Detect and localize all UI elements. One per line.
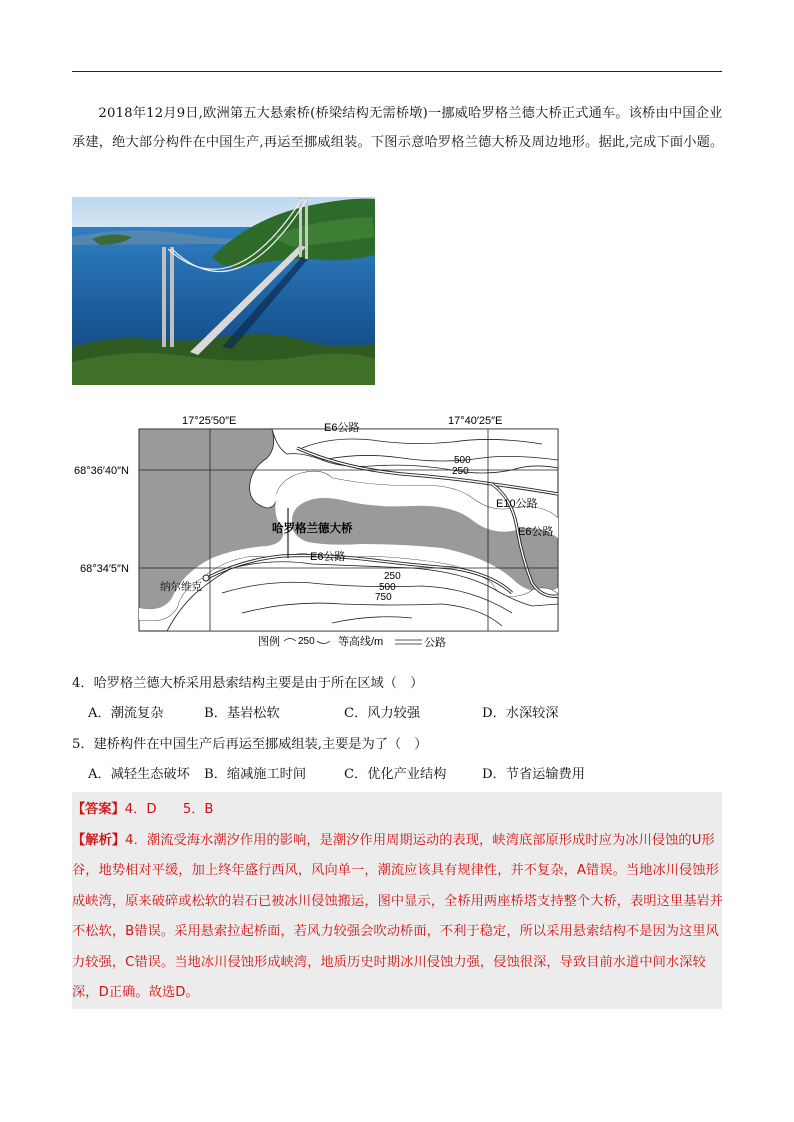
legend-contour-text: 等高线/m [338, 636, 384, 648]
explanation [72, 826, 724, 1008]
question-4-stem: 4．哈罗格兰德大桥采用悬索结构主要是由于所在区域（ ） [72, 676, 424, 691]
q4-option-a: A．潮流复杂 [88, 706, 164, 721]
q4-option-b: B．基岩松软 [204, 706, 280, 721]
answer-text: 4．D 5．B [124, 802, 214, 817]
lat-label-bottom: 68°34′5″N [80, 563, 129, 575]
contour-label-500-bottom: 500 [379, 582, 396, 593]
road-label-e6-top: E6公路 [324, 422, 360, 434]
lat-label-top: 68°36′40″N [74, 465, 130, 477]
road-label-e6-mid: E6公路 [310, 551, 346, 563]
q5-option-c: C．优化产业结构 [344, 767, 447, 782]
lon-label-right: 17°40′25″E [448, 415, 503, 427]
question-5-stem: 5．建桥构件在中国生产后再运至挪威组装,主要是为了（ ） [72, 737, 428, 752]
road-label-e10: E10公路 [496, 498, 538, 510]
q5-option-a: A．减轻生态破坏 [88, 767, 190, 782]
answer-tag: 【答案】 [72, 802, 125, 817]
contour-label-500-top: 500 [454, 455, 471, 466]
contour-label-250-top: 250 [452, 466, 469, 477]
legend-contour-value: 250 [298, 636, 315, 647]
answer-line [72, 798, 724, 817]
header-rule [72, 71, 722, 72]
explanation-text: 4．潮流受海水潮汐作用的影响，是潮汐作用周期运动的表现，峡湾底部原形成时应为冰川侵蚀的U形谷，地势相对平缓，加上终年盛行西风，风向单一，潮流应该具有规律性，并不复杂，A错误。当地冰川侵蚀形成峡湾，原来破碎或松软的岩石已被冰川侵蚀搬运，图中显示，全桥用两座桥塔支持整个大桥，表明这里基岩并不松软，B错误。采用悬索拉起桥面，若风力较强会吹动桥面，不利于稳定，所以采用悬索结构不是因为这里风力较强，C错误。当地冰川侵蚀形成峡湾，地质历史时期冰川侵蚀力强，侵蚀很深，导致目前水道中间水深较深，D正确。故选D。 [72, 833, 724, 1001]
topographic-map [72, 408, 572, 653]
town-label: 纳尔维克 [160, 581, 202, 593]
question-4-options [88, 704, 559, 724]
lon-label-left: 17°25′50″E [182, 415, 237, 427]
bridge-label: 哈罗格兰德大桥 [272, 523, 353, 535]
q5-option-d: D．节省运输费用 [482, 767, 585, 782]
explanation-tag: 【解析】 [72, 833, 126, 848]
q4-option-c: C．风力较强 [344, 706, 421, 721]
bridge-photo [72, 197, 375, 385]
intro-paragraph: 2018年12月9日,欧洲第五大悬索桥(桥梁结构无需桥墩)一挪威哈罗格兰德大桥正式通车。该桥由中国企业承建，绝大部分构件在中国生产,再运至挪威组装。下图示意哈罗格兰德大桥及周边地形。据此,完成下面小题。 [72, 106, 724, 150]
q4-option-d: D．水深较深 [482, 706, 559, 721]
road-label-e6-right: E6公路 [518, 526, 554, 538]
legend-road-text: 公路 [424, 637, 446, 649]
contour-label-250-bottom: 250 [384, 571, 401, 582]
question-5-options [88, 765, 585, 785]
q5-option-b: B．缩减施工时间 [204, 767, 307, 782]
legend-prefix: 图例 [258, 636, 280, 648]
contour-label-750: 750 [375, 592, 392, 603]
